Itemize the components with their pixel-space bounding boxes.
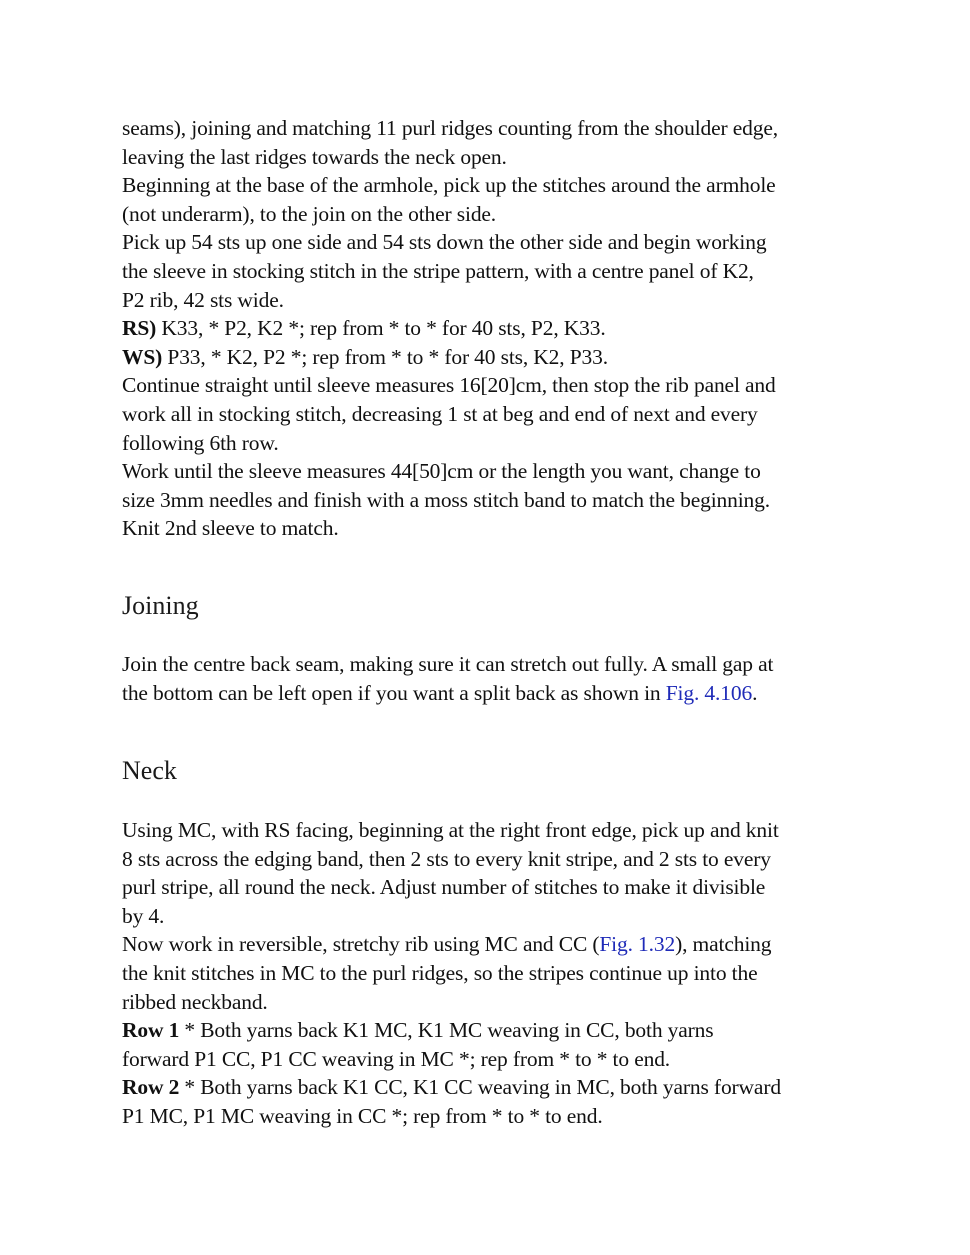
joining-paragraph bbox=[122, 650, 862, 707]
fig-1-32-link[interactable]: Fig. 1.32 bbox=[599, 932, 676, 957]
text-line: the sleeve in stocking stitch in the stripe pattern, with a centre panel of K2, bbox=[122, 258, 754, 283]
text-line: Beginning at the base of the armhole, pick up the stitches around the armhole bbox=[122, 173, 776, 198]
row-1-text: * Both yarns back K1 MC, K1 MC weaving in CC, both yarns bbox=[179, 1018, 714, 1043]
text-line: size 3mm needles and finish with a moss stitch band to match the beginning. bbox=[122, 487, 770, 512]
text-span: the bottom can be left open if you want a split back as shown in bbox=[122, 680, 666, 705]
rs-label: RS) bbox=[122, 316, 157, 341]
text-line: P1 MC, P1 MC weaving in CC *; rep from * to * to end. bbox=[122, 1103, 603, 1128]
text-line: Work until the sleeve measures 44[50]cm or the length you want, change to bbox=[122, 459, 761, 484]
text-line: work all in stocking stitch, decreasing 1 st at beg and end of next and every bbox=[122, 401, 758, 426]
text-line: purl stripe, all round the neck. Adjust number of stitches to make it divisible bbox=[122, 875, 766, 900]
row-1-label: Row 1 bbox=[122, 1018, 180, 1043]
joining-heading: Joining bbox=[122, 591, 199, 620]
text-line: Using MC, with RS facing, beginning at the right front edge, pick up and knit bbox=[122, 818, 779, 842]
neck-instructions bbox=[122, 816, 862, 1131]
sleeve-instructions bbox=[122, 114, 862, 543]
text-line: 8 sts across the edging band, then 2 sts to every knit stripe, and 2 sts to every bbox=[122, 846, 771, 871]
text-line bbox=[122, 679, 862, 708]
text-span: Now work in reversible, stretchy rib using MC and CC ( bbox=[122, 932, 600, 957]
rs-row-instruction bbox=[122, 314, 862, 343]
text-line: Join the centre back seam, making sure it can stretch out fully. A small gap at bbox=[122, 652, 774, 676]
text-line: forward P1 CC, P1 CC weaving in MC *; rep from * to * to end. bbox=[122, 1046, 671, 1071]
text-line: Pick up 54 sts up one side and 54 sts down the other side and begin working bbox=[122, 230, 767, 255]
rs-text: K33, * P2, K2 *; rep from * to * for 40 sts, P2, K33. bbox=[156, 316, 606, 341]
text-span: ), matching bbox=[675, 932, 772, 957]
ws-label: WS) bbox=[122, 344, 163, 369]
ws-row-instruction bbox=[122, 343, 862, 372]
text-line: Knit 2nd sleeve to match. bbox=[122, 516, 339, 541]
text-line: (not underarm), to the join on the other side. bbox=[122, 201, 497, 226]
text-line: P2 rib, 42 sts wide. bbox=[122, 287, 284, 312]
row-2-instruction bbox=[122, 1073, 862, 1102]
row-2-text: * Both yarns back K1 CC, K1 CC weaving in MC, both yarns forward bbox=[179, 1075, 781, 1100]
text-span: . bbox=[752, 680, 758, 705]
text-line: following 6th row. bbox=[122, 430, 279, 455]
text-line: leaving the last ridges towards the neck open. bbox=[122, 144, 507, 169]
row-2-label: Row 2 bbox=[122, 1075, 180, 1100]
ws-text: P33, * K2, P2 *; rep from * to * for 40 sts, K2, P33. bbox=[162, 344, 608, 369]
text-line: seams), joining and matching 11 purl ridges counting from the shoulder edge, bbox=[122, 116, 778, 140]
text-line: the knit stitches in MC to the purl ridges, so the stripes continue up into the bbox=[122, 960, 758, 985]
neck-heading: Neck bbox=[122, 756, 177, 785]
text-line bbox=[122, 930, 862, 959]
row-1-instruction bbox=[122, 1016, 862, 1045]
fig-4-106-link[interactable]: Fig. 4.106 bbox=[665, 680, 753, 705]
text-line: ribbed neckband. bbox=[122, 989, 268, 1014]
text-line: by 4. bbox=[122, 903, 165, 928]
text-line: Continue straight until sleeve measures 16[20]cm, then stop the rib panel and bbox=[122, 373, 776, 398]
